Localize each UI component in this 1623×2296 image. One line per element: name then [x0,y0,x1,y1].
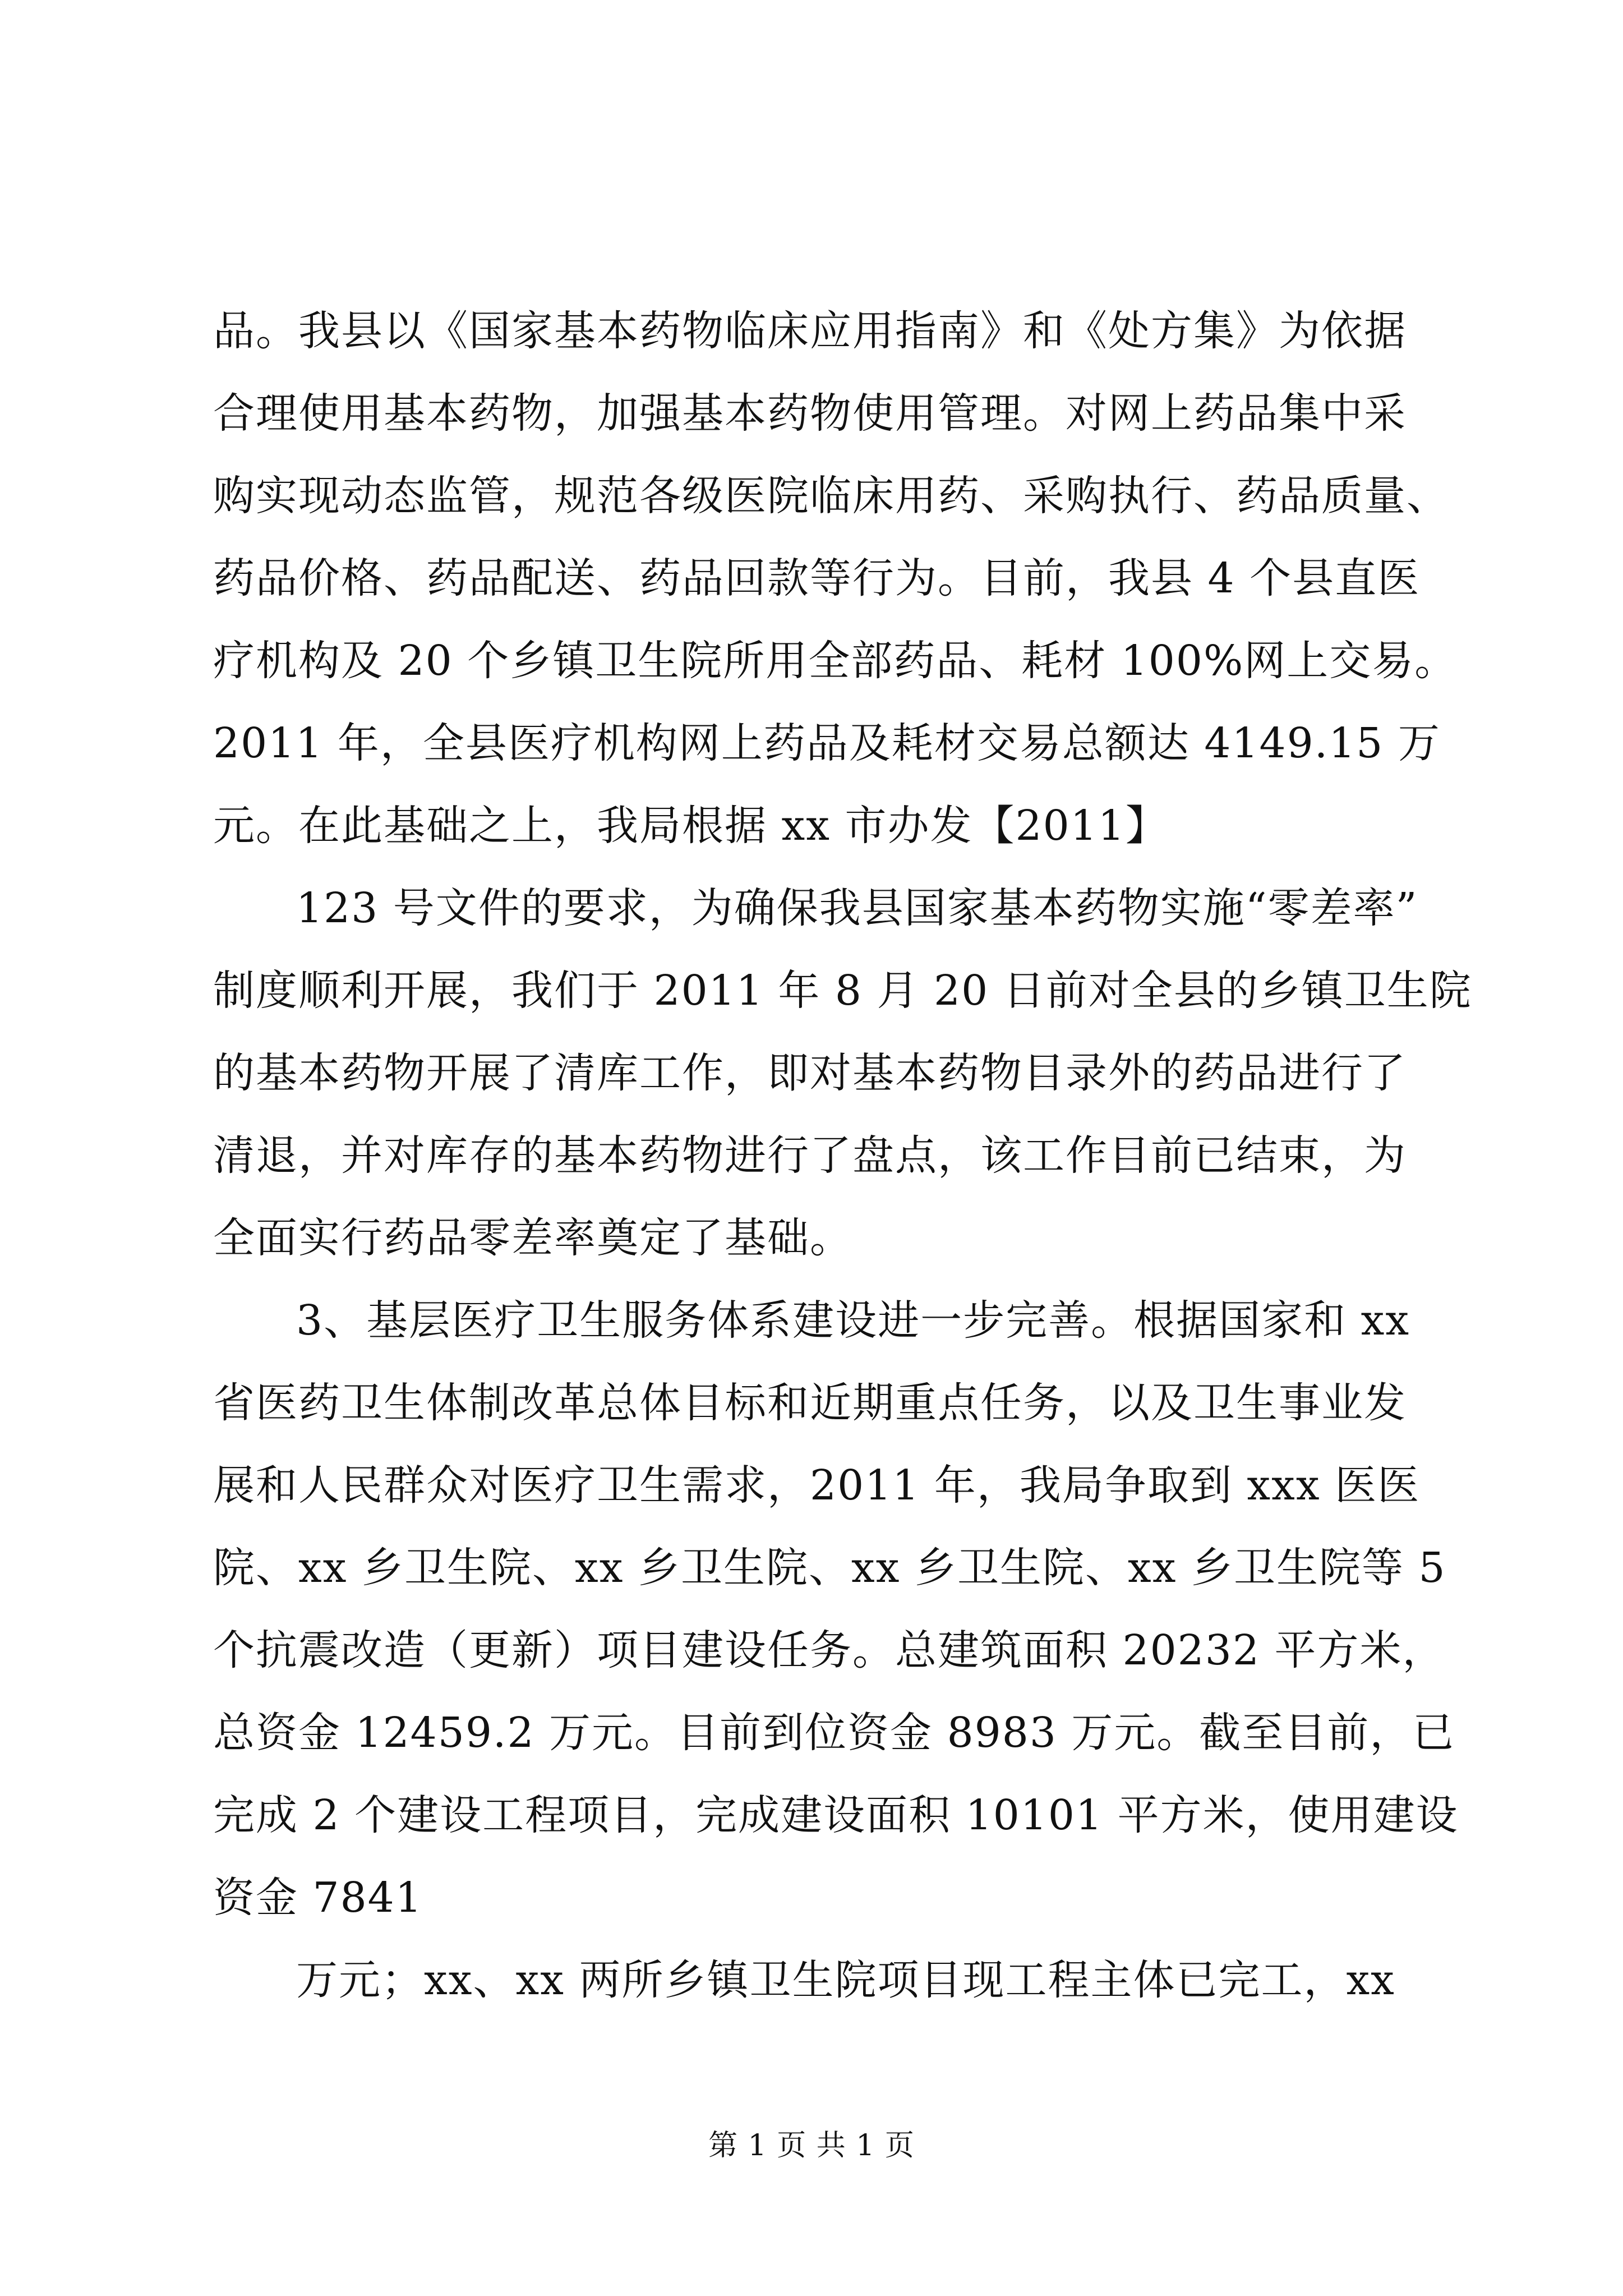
text-line: 全面实行药品零差率奠定了基础。 [213,1214,852,1262]
text-line: 省医药卫生体制改革总体目标和近期重点任务，以及卫生事业发 [213,1379,1407,1427]
text-line: 品。我县以《国家基本药物临床应用指南》和《处方集》为依据 [213,307,1407,355]
text-line: 院、xx 乡卫生院、xx 乡卫生院、xx 乡卫生院、xx 乡卫生院等 5 [213,1544,1446,1592]
text-line: 制度顺利开展，我们于 2011 年 8 月 20 日前对全县的乡镇卫生院 [213,967,1472,1015]
page-number-footer: 第 1 页 共 1 页 [708,2129,915,2162]
text-line: 2011 年，全县医疗机构网上药品及耗材交易总额达 4149.15 万 [213,719,1441,767]
text-line: 个抗震改造（更新）项目建设任务。总建筑面积 20232 平方米， [213,1626,1445,1674]
text-line: 完成 2 个建设工程项目，完成建设面积 10101 平方米，使用建设 [213,1791,1459,1839]
text-line: 的基本药物开展了清库工作，即对基本药物目录外的药品进行了 [213,1049,1407,1097]
paragraph-start-line: 3、基层医疗卫生服务体系建设进一步完善。根据国家和 xx [296,1296,1410,1345]
text-line: 清退，并对库存的基本药物进行了盘点，该工作目前已结束，为 [213,1131,1407,1180]
text-line: 展和人民群众对医疗卫生需求，2011 年，我局争取到 xxx 医医 [213,1461,1421,1510]
text-line: 购实现动态监管，规范各级医院临床用药、采购执行、药品质量、 [213,472,1449,520]
text-line: 药品价格、药品配送、药品回款等行为。目前，我县 4 个县直医 [213,554,1421,602]
paragraph-start-line: 万元；xx、xx 两所乡镇卫生院项目现工程主体已完工，xx [296,1956,1395,2004]
text-line: 合理使用基本药物，加强基本药物使用管理。对网上药品集中采 [213,389,1407,438]
text-line: 资金 7841 [213,1874,423,1922]
text-line: 元。在此基础之上，我局根据 xx 市办发【2011】 [213,802,1168,850]
text-line: 疗机构及 20 个乡镇卫生院所用全部药品、耗材 100%网上交易。 [213,637,1458,685]
paragraph-start-line: 123 号文件的要求，为确保我县国家基本药物实施“零差率” [296,884,1418,932]
text-line: 总资金 12459.2 万元。目前到位资金 8983 万元。截至目前，已 [213,1709,1455,1757]
